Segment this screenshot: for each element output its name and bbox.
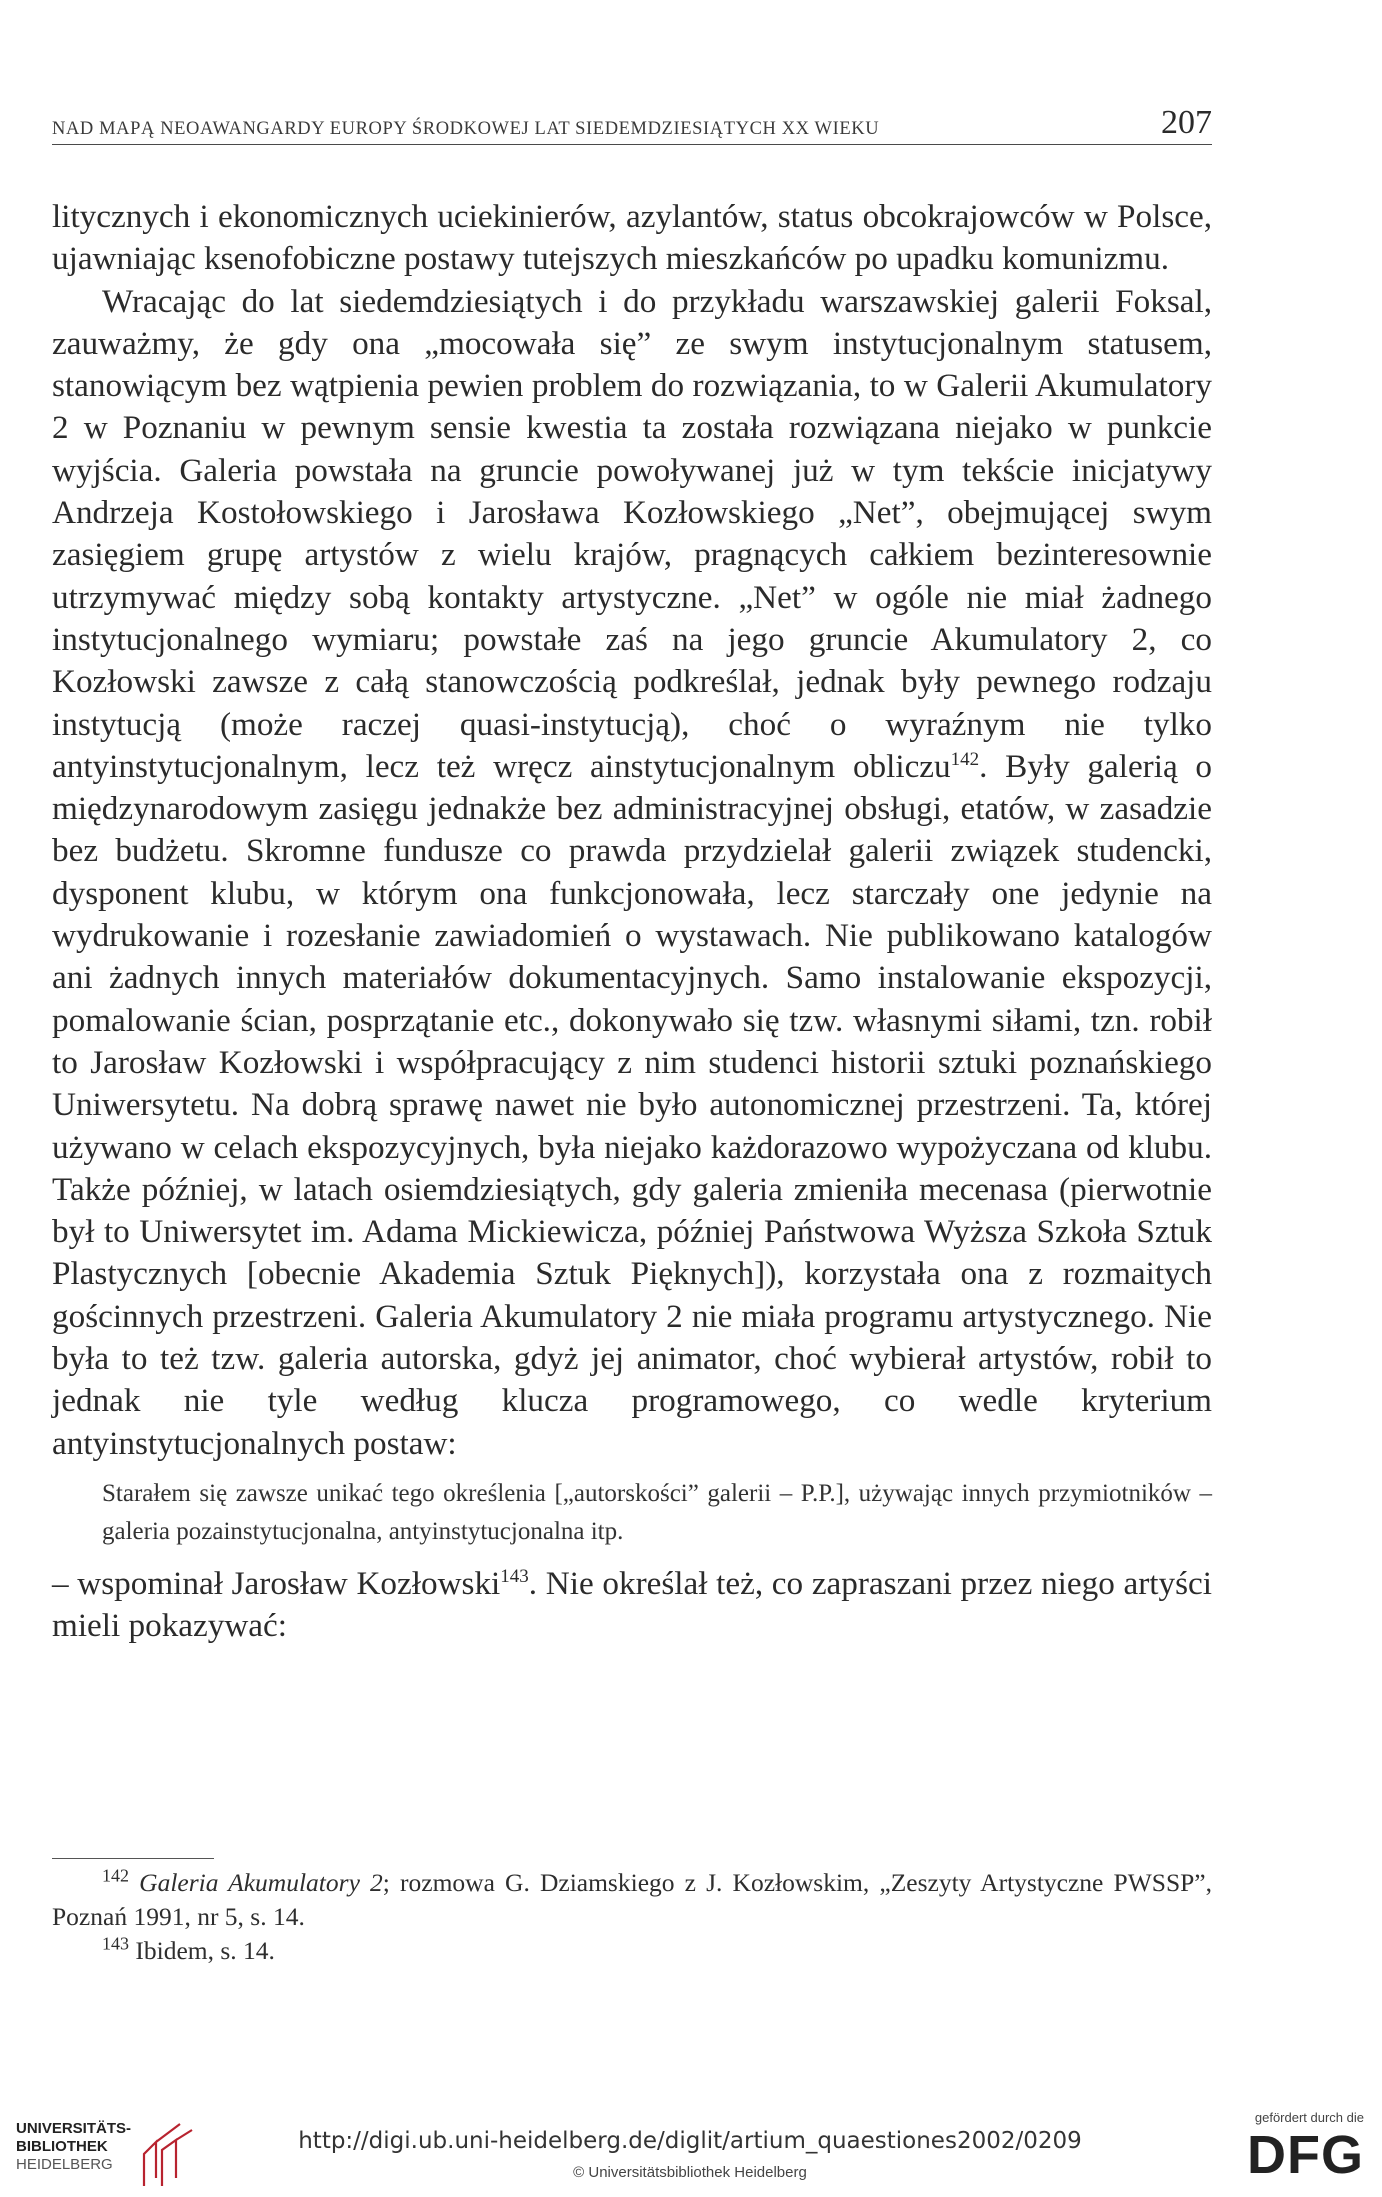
footnote-ref[interactable]: 143: [500, 1565, 529, 1587]
footnote: [52, 1866, 1212, 1934]
footnote-ref[interactable]: 142: [950, 748, 980, 770]
copyright-notice: © Universitätsbibliothek Heidelberg: [573, 2164, 807, 2181]
footnotes: [52, 1866, 1212, 1968]
paragraph: [52, 281, 1212, 1465]
block-quote: Starałem się zawsze unikać tego określenia [„autorskości” galerii – P.P.], używając innych przymiotników – galeria pozainstytucjonalna, antyinstytucjonalna itp.: [102, 1479, 1212, 1545]
footnote-number: 143: [102, 1933, 129, 1954]
library-name-line: BIBLIOTHEK: [16, 2138, 108, 2155]
running-header: [52, 104, 1212, 145]
footnote-title: Galeria Akumulatory 2: [139, 1868, 383, 1897]
paragraph-text: Wracając do lat siedemdziesiątych i do przykładu warszawskiej galerii Foksal, zauważmy, że gdy ona „mocowała się” ze swym instytucjonalnym statusem, stanowiącym bez wątpienia pewien problem do rozwiązania, to w Galerii Akumulatory 2 w Poznaniu w pewnym sensie kwestia ta została rozwiązana niejako w punkcie wyjścia. Galeria powstała na gruncie powoływanej już w tym tekście inicjatywy Andrzeja Kostołowskiego i Jarosława Kozłowskiego „Net”, obejmującej swym zasięgiem grupę artystów z wielu krajów, pragnących całkiem bezinteresownie utrzymywać między sobą kontakty artystyczne. „Net” w ogóle nie miał żadnego instytucjonalnego wymiaru; powstałe zaś na jego gruncie Akumulatory 2, co Kozłowski zawsze z całą stanowczością podkreślał, jednak były pewnego rodzaju instytucją (może raczej quasi-instytucją), choć o wyraźnym nie tylko antyinstytucjonalnym, lecz też wręcz ainstytucjonalnym obliczu: [52, 282, 1212, 785]
footnote-rule: [52, 1858, 214, 1859]
library-name-line: HEIDELBERG: [16, 2156, 113, 2173]
footnote-number: 142: [102, 1865, 129, 1886]
footnote-text: Ibidem, s. 14.: [135, 1936, 275, 1965]
dfg-wordmark: DFG: [1247, 2125, 1364, 2185]
funded-by-label: gefördert durch die: [1254, 2110, 1364, 2125]
library-emblem-icon: [136, 2120, 200, 2190]
running-title: NAD MAPĄ NEOAWANGARDY EUROPY ŚRODKOWEJ LAT SIEDEMDZIESIĄTYCH XX WIEKU: [52, 119, 880, 139]
paragraph-text: . Nie określał też, co zapraszani przez niego artyści mieli pokazywać:: [52, 1564, 1212, 1645]
paragraph: [52, 1563, 1212, 1648]
digitization-footer: [0, 2100, 1382, 2197]
footnote: [52, 1934, 1212, 1968]
library-logo[interactable]: [16, 2120, 206, 2190]
dfg-logo[interactable]: [1224, 2110, 1364, 2190]
paragraph: litycznych i ekonomicznych uciekinierów, azylantów, status obcokrajowców w Polsce, ujawniając ksenofobiczne postawy tutejszych mieszkańców po upadku komunizmu.: [52, 198, 1212, 278]
page-number: 207: [1161, 104, 1212, 141]
paragraph-text: . Były galerią o międzynarodowym zasięgu jednakże bez administracyjnej obsługi, etatów, w zasadzie bez budżetu. Skromne fundusze co prawda przydzielał galerii związek studencki, dysponent klubu, w którym ona funkcjonowała, lecz starczały one jedynie na wydrukowanie i rozesłanie zawiadomień o wystawach. Nie publikowano katalogów ani żadnych innych materiałów dokumentacyjnych. Samo instalowanie ekspozycji, pomalowanie ścian, posprzątanie etc., dokonywało się tzw. własnymi siłami, tzn. robił to Jarosław Kozłowski i współpracujący z nim studenci historii sztuki poznańskiego Uniwersytetu. Na dobrą sprawę nawet nie było autonomicznej przestrzeni. Ta, której używano w celach ekspozycyjnych, była niejako każdorazowo wypożyczana od klubu. Także później, w latach osiemdziesiątych, gdy galeria zmieniła mecenasa (pierwotnie był to Uniwersytet im. Adama Mickiewicza, później Państwowa Wyższa Szkoła Sztuk Plastycznych [obecnie Akademia Sztuk Pięknych]), korzystała ona z rozmaitych gościnnych przestrzeni. Galeria Akumulatory 2 nie miała programu artystycznego. Nie była to też tzw. galeria autorska, gdyż jej animator, choć wybierał artystów, robił to jednak nie tyle według klucza programowego, co wedle kryterium antyinstytucjonalnych postaw:: [52, 747, 1212, 1462]
paragraph-text: – wspominał Jarosław Kozłowski: [52, 1564, 501, 1602]
library-name: [16, 2120, 131, 2174]
main-text: [52, 196, 1212, 1648]
library-name-line: UNIVERSITÄTS-: [16, 2120, 132, 2137]
footnote-text: ; rozmowa G. Dziamskiego z J. Kozłowskim, „Zeszyty Artystyczne PWSSP”, Poznań 1991, nr 5, s. 14.: [52, 1868, 1213, 1931]
source-url-link[interactable]: http://digi.ub.uni-heidelberg.de/diglit/artium_quaestiones2002/0209: [298, 2128, 1082, 2154]
